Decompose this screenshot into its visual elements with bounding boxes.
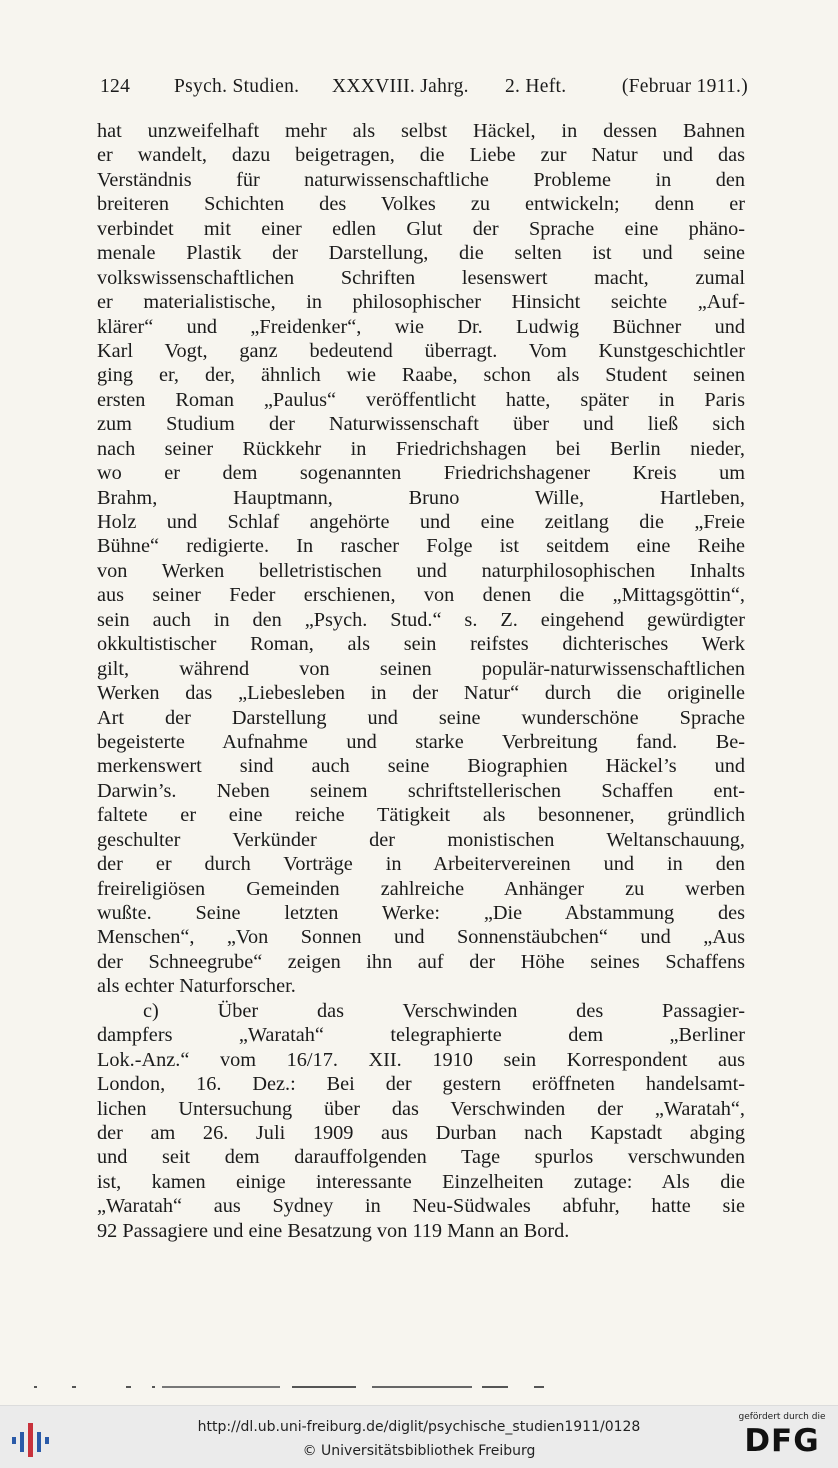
text-line: und seit dem darauffolgenden Tage spurlos verschwunden: [97, 1146, 745, 1169]
permalink-url[interactable]: http://dl.ub.uni-freiburg.de/diglit/psychische_studien1911/0128: [197, 1419, 641, 1435]
text-line: sein auch in den „Psych. Stud.“ s. Z. eingehend gewürdigter: [97, 608, 745, 631]
volume-label: XXXVIII. Jahrg.: [332, 76, 469, 97]
text-line: breiteren Schichten des Volkes zu entwickeln; denn er: [97, 193, 745, 216]
text-line: Werken das „Liebesleben in der Natur“ durch die originelle: [97, 682, 745, 705]
text-line: er materialistische, in philosophischer Hinsicht seichte „Auf-: [97, 291, 745, 314]
scan-artifact-line: [34, 1386, 544, 1391]
text-line: zum Studium der Naturwissenschaft über und ließ sich: [97, 413, 745, 436]
text-line: Verständnis für naturwissenschaftliche Probleme in den: [97, 168, 745, 191]
page-number: 124: [100, 76, 131, 97]
text-line: dampfers „Waratah“ telegraphierte dem „Berliner: [97, 1024, 745, 1047]
text-line: c) Über das Verschwinden des Passagier-: [143, 999, 745, 1022]
text-line: der er durch Vorträge in Arbeitervereinen und in den: [97, 853, 745, 876]
issue-label: 2. Heft.: [505, 76, 567, 97]
text-line: Bühne“ redigierte. In rascher Folge ist seitdem eine Reihe: [97, 535, 745, 558]
text-line: merkenswert sind auch seine Biographien Häckel’s und: [97, 755, 745, 778]
text-line: verbindet mit einer edlen Glut der Sprache eine phäno-: [97, 217, 745, 240]
text-line: der Schneegrube“ zeigen ihn auf der Höhe seines Schaffens: [97, 950, 745, 973]
text-line: Karl Vogt, ganz bedeutend überragt. Vom Kunstgeschichtler: [97, 339, 745, 362]
dfg-wordmark: DFG: [744, 1423, 820, 1459]
text-line: freireligiösen Gemeinden zahlreiche Anhänger zu werben: [97, 877, 745, 900]
text-line: okkultistischer Roman, als sein reifstes dichterisches Werk: [97, 633, 745, 656]
text-line: Menschen“, „Von Sonnen und Sonnenstäubchen“ und „Aus: [97, 926, 745, 949]
text-line: gilt, während von seinen populär-naturwissenschaftlichen: [97, 657, 745, 680]
dfg-logo-icon: [736, 1412, 828, 1464]
text-line: ging er, der, ähnlich wie Raabe, schon als Student seinen: [97, 364, 745, 387]
text-line: Art der Darstellung und seine wunderschöne Sprache: [97, 706, 745, 729]
dfg-funding-label: gefördert durch die: [738, 1412, 826, 1422]
text-line: menale Plastik der Darstellung, die selten ist und seine: [97, 242, 745, 265]
text-line: 92 Passagiere und eine Besatzung von 119 Mann an Bord.: [97, 1219, 570, 1242]
text-line: London, 16. Dez.: Bei der gestern eröffneten handelsamt-: [97, 1073, 745, 1096]
text-line: Darwin’s. Neben seinem schriftstellerischen Schaffen ent-: [97, 779, 745, 802]
text-line: Holz und Schlaf angehörte und eine zeitlang die „Freie: [97, 511, 745, 533]
text-line: wußte. Seine letzten Werke: „Die Abstammung des: [97, 902, 745, 924]
text-line: der am 26. Juli 1909 aus Durban nach Kapstadt abging: [97, 1121, 745, 1144]
article-body: [97, 119, 745, 1243]
text-line: Brahm, Hauptmann, Bruno Wille, Hartleben,: [97, 486, 745, 509]
text-line: volkswissenschaftlichen Schriften lesenswert macht, zumal: [97, 266, 745, 289]
issue-date: (Februar 1911.): [621, 76, 748, 97]
journal-title: Psych. Studien.: [174, 76, 300, 97]
text-line: faltete er eine reiche Tätigkeit als besonnener, gründlich: [97, 804, 745, 827]
text-line: wo er dem sogenannten Friedrichshagener Kreis um: [97, 462, 745, 485]
text-line: hat unzweifelhaft mehr als selbst Häckel, in dessen Bahnen: [97, 120, 745, 142]
text-line: nach seiner Rückkehr in Friedrichshagen bei Berlin nieder,: [97, 437, 745, 460]
running-header: [100, 76, 748, 104]
text-line: ersten Roman „Paulus“ veröffentlicht hatte, später in Paris: [97, 388, 745, 411]
text-line: klärer“ und „Freidenker“, wie Dr. Ludwig Büchner und: [97, 315, 745, 338]
text-line: geschulter Verkünder der monistischen Weltanschauung,: [97, 828, 745, 851]
text-line: als echter Naturforscher.: [97, 975, 296, 998]
text-line: von Werken belletristischen und naturphilosophischen Inhalts: [97, 559, 745, 582]
text-line: Lok.-Anz.“ vom 16/17. XII. 1910 sein Korrespondent aus: [97, 1048, 745, 1071]
copyright-notice: © Universitätsbibliothek Freiburg: [302, 1443, 536, 1459]
text-line: lichen Untersuchung über das Verschwinden der „Waratah“,: [97, 1097, 745, 1120]
footer-bar: [0, 1405, 838, 1468]
text-line: aus seiner Feder erschienen, von denen die „Mittagsgöttin“,: [97, 584, 745, 607]
text-line: ist, kamen einige interessante Einzelheiten zutage: Als die: [97, 1170, 745, 1193]
text-line: „Waratah“ aus Sydney in Neu-Südwales abfuhr, hatte sie: [97, 1195, 745, 1218]
text-line: er wandelt, dazu beigetragen, die Liebe zur Natur und das: [97, 144, 745, 167]
text-line: begeisterte Aufnahme und starke Verbreitung fand. Be-: [97, 730, 745, 753]
